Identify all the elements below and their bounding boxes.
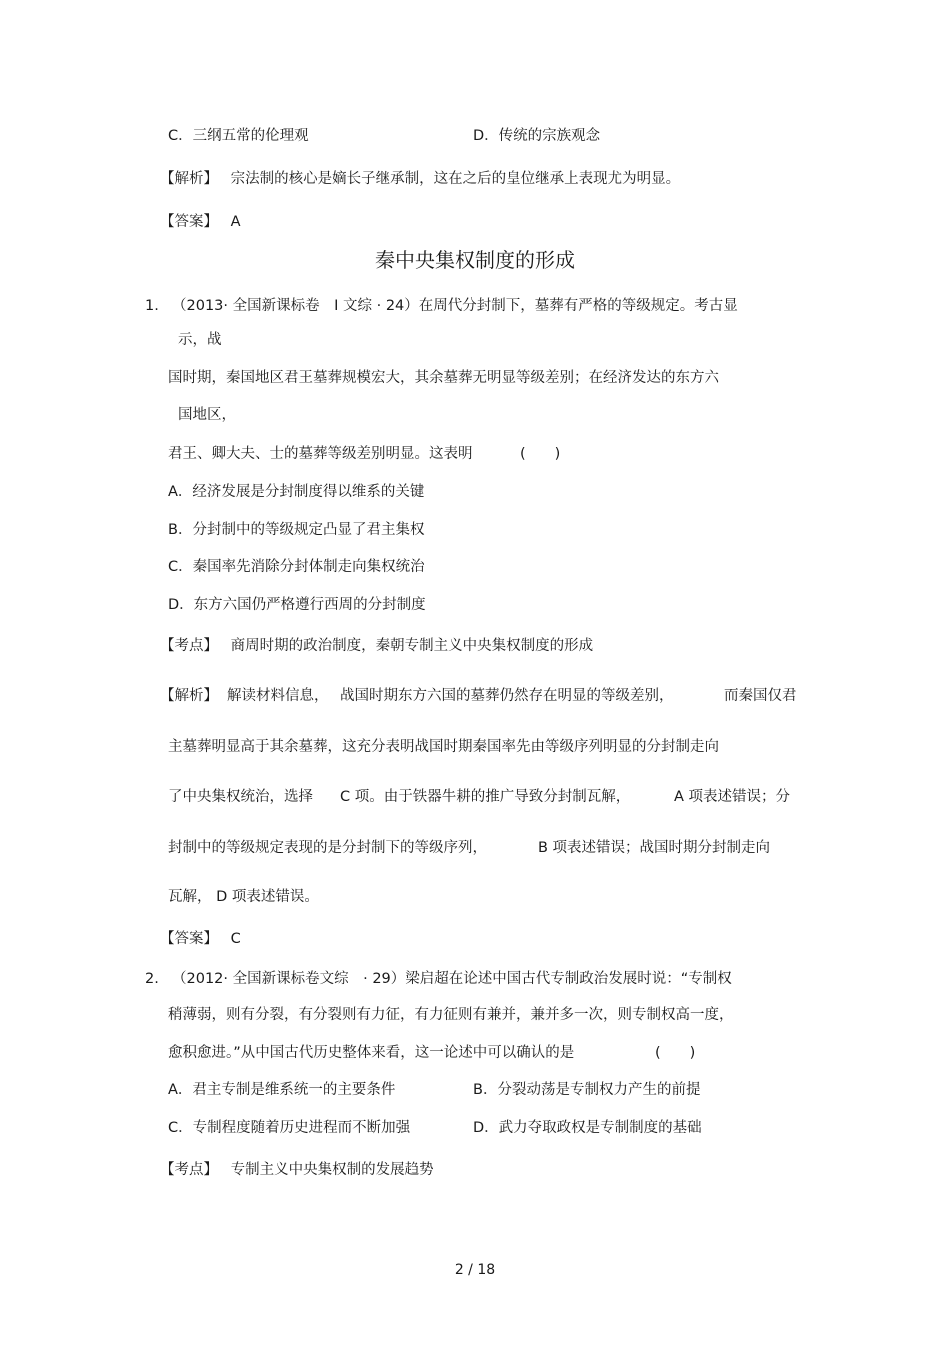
q1-option-b: B．分封制中的等级规定凸显了君主集权 <box>168 522 425 538</box>
answer-value: A <box>230 214 241 230</box>
q1-analysis-1a: 解读材料信息， <box>227 688 329 704</box>
q1-stem-line-2: 示，战 <box>178 332 222 348</box>
answer-tag: 【答案】 <box>160 214 218 230</box>
answer-tag: 【答案】 <box>160 931 218 947</box>
q1-kaodian-line <box>160 637 593 655</box>
page-number: 2 / 18 <box>454 1262 496 1278</box>
q1-analysis-1b: 战国时期东方六国的墓葬仍然存在明显的等级差别， <box>340 688 674 704</box>
q1-analysis-4a: 封制中的等级规定表现的是分封制下的等级序列， <box>168 840 487 856</box>
q1-analysis-3c: A 项表述错误；分 <box>674 789 791 805</box>
q1-analysis-2: 主墓葬明显高于其余墓葬，这充分表明战国时期秦国率先由等级序列明显的分封制走向 <box>168 739 719 755</box>
answer-value: C <box>230 931 241 947</box>
q2-option-b: B．分裂动荡是专制权力产生的前提 <box>473 1082 701 1098</box>
q2-option-d: D．武力夺取政权是专制制度的基础 <box>473 1120 702 1136</box>
q2-stem-line-1: （2012· 全国新课标卷文综 · 29）梁启超在论述中国古代专制政治发展时说：“专制权 <box>172 971 732 987</box>
kaodian-tag: 【考点】 <box>160 638 218 654</box>
q1-stem-line-5: 君王、卿大夫、士的墓葬等级差别明显。这表明 <box>168 446 473 462</box>
q2-stem-line-2: 稍薄弱，则有分裂，有分裂则有力征，有力征则有兼并，兼并多一次，则专制权高一度， <box>168 1007 734 1023</box>
q2-number: 2. <box>145 971 159 987</box>
q1-analysis-tag: 【解析】 <box>160 688 218 704</box>
q1-analysis-4b: B 项表述错误；战国时期分封制走向 <box>538 840 771 856</box>
q2-option-a: A．君主专制是维系统一的主要条件 <box>168 1082 396 1098</box>
q2-answer-blank: ( ) <box>655 1045 696 1061</box>
q1-answer-line <box>160 930 241 948</box>
q1-option-c: C．秦国率先消除分封体制走向集权统治 <box>168 559 425 575</box>
q2-kaodian-line <box>160 1161 434 1179</box>
prev-option-c: C．三纲五常的伦理观 <box>168 128 309 144</box>
q1-option-d: D．东方六国仍严格遵行西周的分封制度 <box>168 597 426 613</box>
q1-option-a: A．经济发展是分封制度得以维系的关键 <box>168 484 425 500</box>
prev-option-d: D．传统的宗族观念 <box>473 128 601 144</box>
kaodian-tag: 【考点】 <box>160 1162 218 1178</box>
q1-answer-blank: ( ) <box>520 446 561 462</box>
q1-analysis-3b: C 项。由于铁器牛耕的推广导致分封制瓦解， <box>340 789 631 805</box>
q1-stem-line-1: （2013· 全国新课标卷 I 文综 · 24）在周代分封制下，墓葬有严格的等级规定。考古显 <box>172 298 738 314</box>
kaodian-text: 商周时期的政治制度，秦朝专制主义中央集权制度的形成 <box>230 638 594 654</box>
q1-analysis-1c: 而秦国仅君 <box>724 688 797 704</box>
section-title: 秦中央集权制度的形成 <box>375 248 575 272</box>
q1-analysis-3a: 了中央集权统治，选择 <box>168 789 313 805</box>
analysis-text: 宗法制的核心是嫡长子继承制，这在之后的皇位继承上表现尤为明显。 <box>230 171 681 187</box>
prev-answer-line <box>160 213 241 231</box>
q2-stem-line-3: 愈积愈进。”从中国古代历史整体来看，这一论述中可以确认的是 <box>168 1045 575 1061</box>
kaodian-text: 专制主义中央集权制的发展趋势 <box>230 1162 434 1178</box>
prev-analysis-line <box>160 170 680 188</box>
q2-option-c: C．专制程度随着历史进程而不断加强 <box>168 1120 411 1136</box>
q1-number: 1. <box>145 298 159 314</box>
q1-stem-line-3: 国时期，秦国地区君王墓葬规模宏大，其余墓葬无明显等级差别；在经济发达的东方六 <box>168 370 719 386</box>
analysis-tag: 【解析】 <box>160 171 218 187</box>
q1-analysis-5: 瓦解， D 项表述错误。 <box>168 889 319 905</box>
q1-stem-line-4: 国地区， <box>178 407 236 423</box>
